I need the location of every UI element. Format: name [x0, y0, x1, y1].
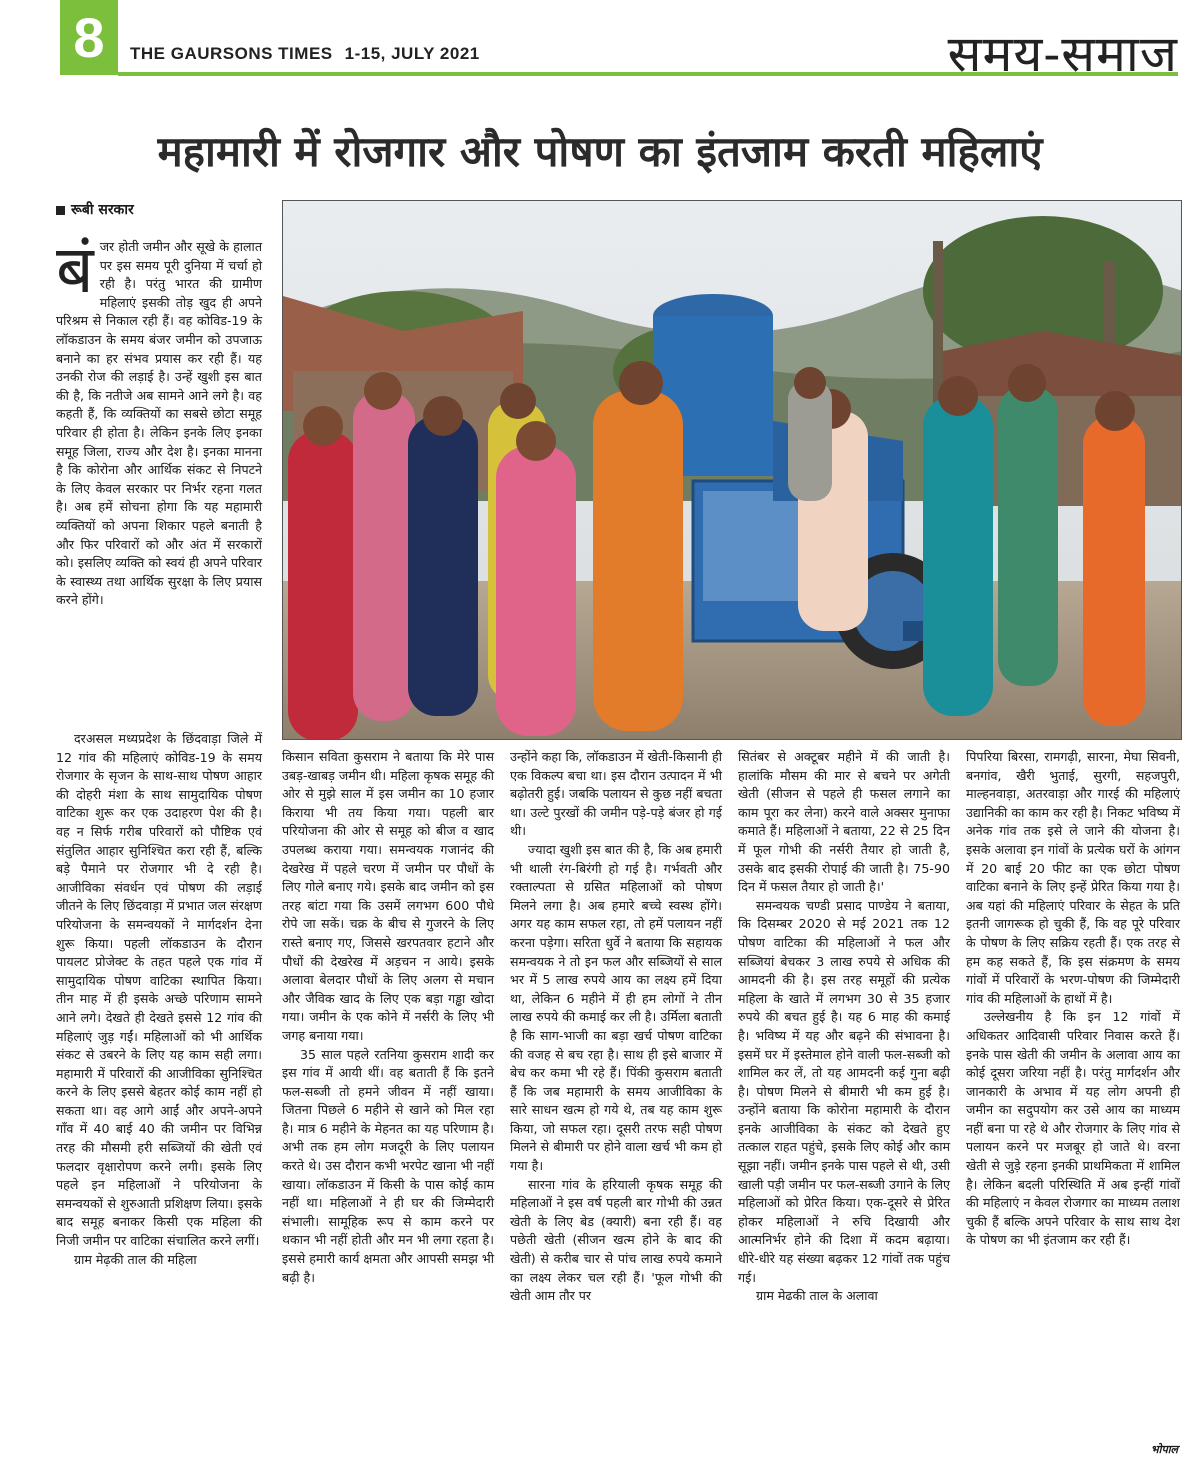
- article-column-5: [966, 748, 1180, 1250]
- paragraph: उन्होंने कहा कि, लॉकडाउन में खेती-किसानी ही एक विकल्प बचा था। इस दौरान उत्पादन में भी बढ़ोतरी हुई। जबकि पलायन से कुछ नहीं बचता था। उल्टे पुरखों की जमीन पड़े-पड़े बंजर हो गई थी।: [510, 749, 722, 839]
- paragraph: समन्वयक चण्डी प्रसाद पाण्डेय ने बताया, कि दिसम्बर 2020 से मई 2021 तक 12 पोषण वाटिका की महिलाओं ने फल और सब्जियां बेचकर 3 लाख रुपये से अधिक की आमदनी की है। इस तरह समूहों की प्रत्येक महिला के खाते में लगभग 30 से 35 हजार रुपये की बचत हुई है। यह 6 माह की कमाई है। भविष्य में यह और बढ़ने की संभावना है। इसमें घर में इस्तेमाल होने वाली फल-सब्जी को शामिल कर लें, तो यह आमदनी कई गुना बढ़ी है। पोषण मिलने से बीमारी भी कम हुई है। उन्होंने बताया कि कोरोना महामारी के दौरान इनके आजीविका के संकट को देखते हुए तत्काल राहत पहुंचे, इसके लिए कोई और काम सूझा नहीं। जमीन इनके पास पहले से थी, उसी खाली पड़ी जमीन पर फल-सब्जी उगाने के लिए महिलाओं को प्रेरित किया। एक-दूसरे से प्रेरित होकर महिलाओं ने रुचि दिखायी और आत्मनिर्भर होने की दिशा में कदम बढ़ाया। धीरे-धीरे यह संख्या बढ़कर 12 गांवों तक पहुंच गई।: [738, 897, 950, 1285]
- intro-text: जर होती जमीन और सूखे के हालात पर इस समय पूरी दुनिया में चर्चा हो रही है। परंतु भारत की ग्रामीण महिलाएं इसकी तोड़ खुद ही अपने परिश्रम से निकाल रही हैं। वह कोविड-19 के लॉकडाउन के समय बंजर जमीन को उपजाऊ बनाने का हर संभव प्रयास कर रही हैं। यह उनकी रोज की लड़ाई है। उन्हें खुशी इस बात की है, कि नतीजे अब सामने आने लगे है। वह कहती हैं, कि व्यक्तियों का सबसे छोटा समूह परिवार ही होता है। लेकिन इनके लिए इनका समूह जिला, राज्य और देश है। इनका मानना है कि कोरोना और आर्थिक संकट से निपटने के लिए केवल सरकार पर निर्भर रहना गलत है। अब हमें सोचना होगा कि यह महामारी व्यक्तियों को अपना शिकार पहले बनाती है और फिर परिवारों को और अंत में सरकारों को। इसलिए व्यक्ति को स्वयं ही अपने परिवार के स्वास्थ्य तथा आर्थिक सुरक्षा के लिए प्रयास करने होंगे।: [56, 239, 262, 608]
- masthead: [130, 44, 480, 64]
- byline: [56, 200, 134, 219]
- paragraph: ग्राम मेढ़की ताल की महिला: [74, 1251, 197, 1267]
- paragraph: दरअसल मध्यप्रदेश के छिंदवाड़ा जिले में 12 गांव की महिलाएं कोविड-19 के समय रोजगार के सृजन के साथ-साथ पोषण आहार की दोहरी मंशा के साथ सामुदायिक पोषण वाटिका शुरू कर एक उदाहरण पेश की है। वह न सिर्फ गरीब परिवारों को पौष्टिक एवं संतुलित आहार सुनिश्चित करा रही हैं, बल्कि बड़े पैमाने पर रोजगार भी दे रही है। आजीविका संवर्धन एवं पोषण की लड़ाई जीतने के लिए छिंदवाड़ा में प्रभात जल संरक्षण परियोजना के समन्वयकों ने मार्गदर्शन देना शुरू किया। पहली लॉकडाउन के दौरान पायलट प्रोजेक्ट के तहत पहले एक गांव में सामुदायिक पोषण वाटिका स्थापित किया। तीन माह में ही इसके अच्छे परिणाम सामने आने लगे। देखते ही देखते इससे 12 गांव की महिलाएं जुड़ गईं। महिलाओं को भी आर्थिक संकट से उबरने के लिए यह काम सही लगा। महामारी में परिवारों की आजीविका सुनिश्चित करने के लिए इससे बेहतर कोई काम नहीं हो सकता था। वह आगे आईं और अपने-अपने गाँव में 40 बाई 40 की जमीन पर विभिन्न तरह की मौसमी हरी सब्जियों की खेती एवं फलदार वृक्षारोपण करने लगी। इसके लिए पहले इन महिलाओं ने परियोजना के समन्वयकों से शुरुआती प्रशिक्षण लिया। इसके बाद समूह बनाकर किसी एक महिला की निजी जमीन पर वाटिका संचालित करने लगीं।: [56, 731, 262, 1249]
- paragraph: 35 साल पहले रतनिया कुसराम शादी कर इस गांव में आयी थीं। वह बताती हैं कि इतने फल-सब्जी तो हमने जीवन में नहीं खाया। जितना पिछले 6 महीने से खाने को मिल रहा है। मात्र 6 महीने के मेहनत का यह परिणाम है। अभी तक हम लोग मजदूरी के लिए पलायन करते थे। उस दौरान कभी भरपेट खाना भी नहीं खाया। लॉकडाउन में किसी के पास कोई काम नहीं था। महिलाओं ने ही घर की जिम्मेदारी संभाली। सामूहिक रूप से काम करने पर थकान भी नहीं होती और मन भी लगा रहता है। इससे हमारी कार्य क्षमता और आपसी समझ भी बढ़ी है।: [282, 1046, 494, 1285]
- issue-date: 1-15, JULY 2021: [344, 44, 480, 63]
- section-title: समय-समाज: [947, 25, 1178, 83]
- article-headline: महामारी में रोजगार और पोषण का इंतजाम करती महिलाएं: [157, 127, 1043, 176]
- paragraph: सारना गांव के हरियाली कृषक समूह की महिलाओं ने इस वर्ष पहली बार गोभी की उन्नत खेती के लिए बेड (क्यारी) बना रही हैं। वह पछेती खेती (सीजन खत्म होने के बाद की खेती) से करीब चार से पांच लाख रुपये कमाने का लक्ष्य लेकर चल रही हैं। 'फूल गोभी की खेती आम तौर पर: [510, 1176, 722, 1304]
- article-column-3: [510, 748, 722, 1306]
- page-number: 8: [60, 0, 118, 75]
- article-photo: [282, 200, 1182, 740]
- bullet-square-icon: [56, 206, 65, 215]
- article-column-1-intro: [56, 231, 262, 610]
- intro-paragraph: [56, 231, 262, 610]
- dropcap: बं: [56, 231, 94, 308]
- publication-name: THE GAURSONS TIMES: [130, 44, 333, 63]
- paragraph: ज्यादा खुशी इस बात की है, कि अब हमारी भी थाली रंग-बिरंगी हो गई है। गर्भवती और रक्ताल्पता से ग्रसित महिलाओं को पोषण मिलने लगा है। अब हमारे बच्चे स्वस्थ होंगे। अगर यह काम सफल रहा, तो हमें पलायन नहीं करना पड़ेगा। सरिता धुर्वे ने बताया कि सहायक समन्वयक ने तो इन फल और सब्जियों से साल भर में 5 लाख रुपये आय का लक्ष्य हमें दिया था, लेकिन 6 महीने में ही हम लोगों ने तीन लाख रुपये की कमाई कर ली है। उर्मिला बताती है कि साग-भाजी का बड़ा खर्च पोषण वाटिका की वजह से बच रहा है। साथ ही इसे बाजार में बेच कर कमा भी रहे हैं। पिंकी कुसराम बताती हैं कि जब महामारी के समय आजीविका के सारे साधन खत्म हो गये थे, तब यह काम शुरू किया, जो सफल रहा। दूसरी तरफ सही पोषण मिलने से बीमारी पर होने वाला खर्च भी कम हो गया है।: [510, 841, 722, 1174]
- article-column-4: [738, 748, 950, 1306]
- paragraph: ग्राम मेढकी ताल के अलावा: [756, 1288, 878, 1304]
- article-column-2: [282, 748, 494, 1287]
- paragraph: सितंबर से अक्टूबर महीने में की जाती है। हालांकि मौसम की मार से बचने पर अगेती खेती (सीजन से पहले ही फसल लगाने का काम पूरा कर लेना) करने वाले अक्सर मुनाफा कमाते हैं। महिलाओं ने बताया, 22 से 25 दिन में फूल गोभी की नर्सरी तैयार हो जाती है, उसके बाद इसकी रोपाई की जाती है। 75-90 दिन में फसल तैयार हो जाती है।': [738, 749, 950, 895]
- paragraph: उल्लेखनीय है कि इन 12 गांवों में अधिकतर आदिवासी परिवार निवास करते हैं। इनके पास खेती की जमीन के अलावा आय का कोई दूसरा जरिया नहीं है। परंतु मार्गदर्शन और जानकारी के अभाव में यह लोग अपनी ही जमीन का सदुपयोग कर उसे आय का माध्यम नहीं बना पा रहे थे और रोजगार के लिए गांव से पलायन करने पर मजबूर हो जाते थे। वरना खेती से जुड़े रहना इनकी प्राथमिकता में शामिल है। लेकिन बदली परिस्थिति में अब इन्हीं गांवों की महिलाएं न केवल रोजगार का माध्यम तलाश चुकी हैं बल्कि अपने परिवार के साथ साथ देश के पोषण का भी इंतजाम कर रही हैं।: [966, 1009, 1180, 1248]
- paragraph: किसान सविता कुसराम ने बताया कि मेरे पास उबड़-खाबड़ जमीन थी। महिला कृषक समूह की ओर से मुझे साल में इस जमीन का 10 हजार किराया भी तय किया गया। पहली बार परियोजना की ओर से समूह को बीज व खाद उपलब्ध कराया गया। समन्वयक गजानंद की देखरेख में पहले चरण में जमीन पर पौधों के लिए गोले बनाए गये। इसके बाद जमीन को इस तरह बांटा गया कि उसमें लगभग 600 पौधे रोपे जा सकें। चक्र के बीच से गुजरने के लिए रास्ते बनाए गए, जिससे खरपतवार हटाने और पौधों की देखरेख में अड़चन न आये। इसके अलावा बेलदार पौधों के लिए अलग से मचान और जैविक खाद के लिए एक बड़ा गड्ढा खोदा गया। जमीन के एक कोने में नर्सरी के लिए भी जगह बनाया गया।: [282, 749, 494, 1043]
- paragraph: पिपरिया बिरसा, रामगढ़ी, सारना, मेघा सिवनी, बनगांव, खैरी भुताई, सुरगी, सहजपुरी, माल्हनवाड़ा, अतरवाड़ा और गारई की महिलाएं उद्यानिकी का काम कर रही है। निकट भविष्य में अनेक गांव तक इसे ले जाने की योजना है। इसके अलावा इन गांवों के प्रत्येक घरों के आंगन में 20 बाई 20 फीट का एक छोटा पोषण वाटिका बनाने के लिए इन्हें प्रेरित किया गया है। अब यहां की महिलाएं परिवार के सेहत के प्रति इतनी जागरूक हो चुकी हैं, कि वह पूरे परिवार के पोषण के लिए सक्रिय रहती हैं। एक तरह से हम कह सकते हैं, कि इस संक्रमण के समय गांवों में परिवारों के भरण-पोषण की जिम्मेदारी गांव की महिलाओं के हाथों में है।: [966, 749, 1180, 1006]
- photo-women-group-illustration: [283, 201, 1182, 740]
- article-column-1: [56, 730, 262, 1269]
- dateline: भोपाल: [1150, 1443, 1178, 1456]
- author-name: रूबी सरकार: [71, 202, 134, 218]
